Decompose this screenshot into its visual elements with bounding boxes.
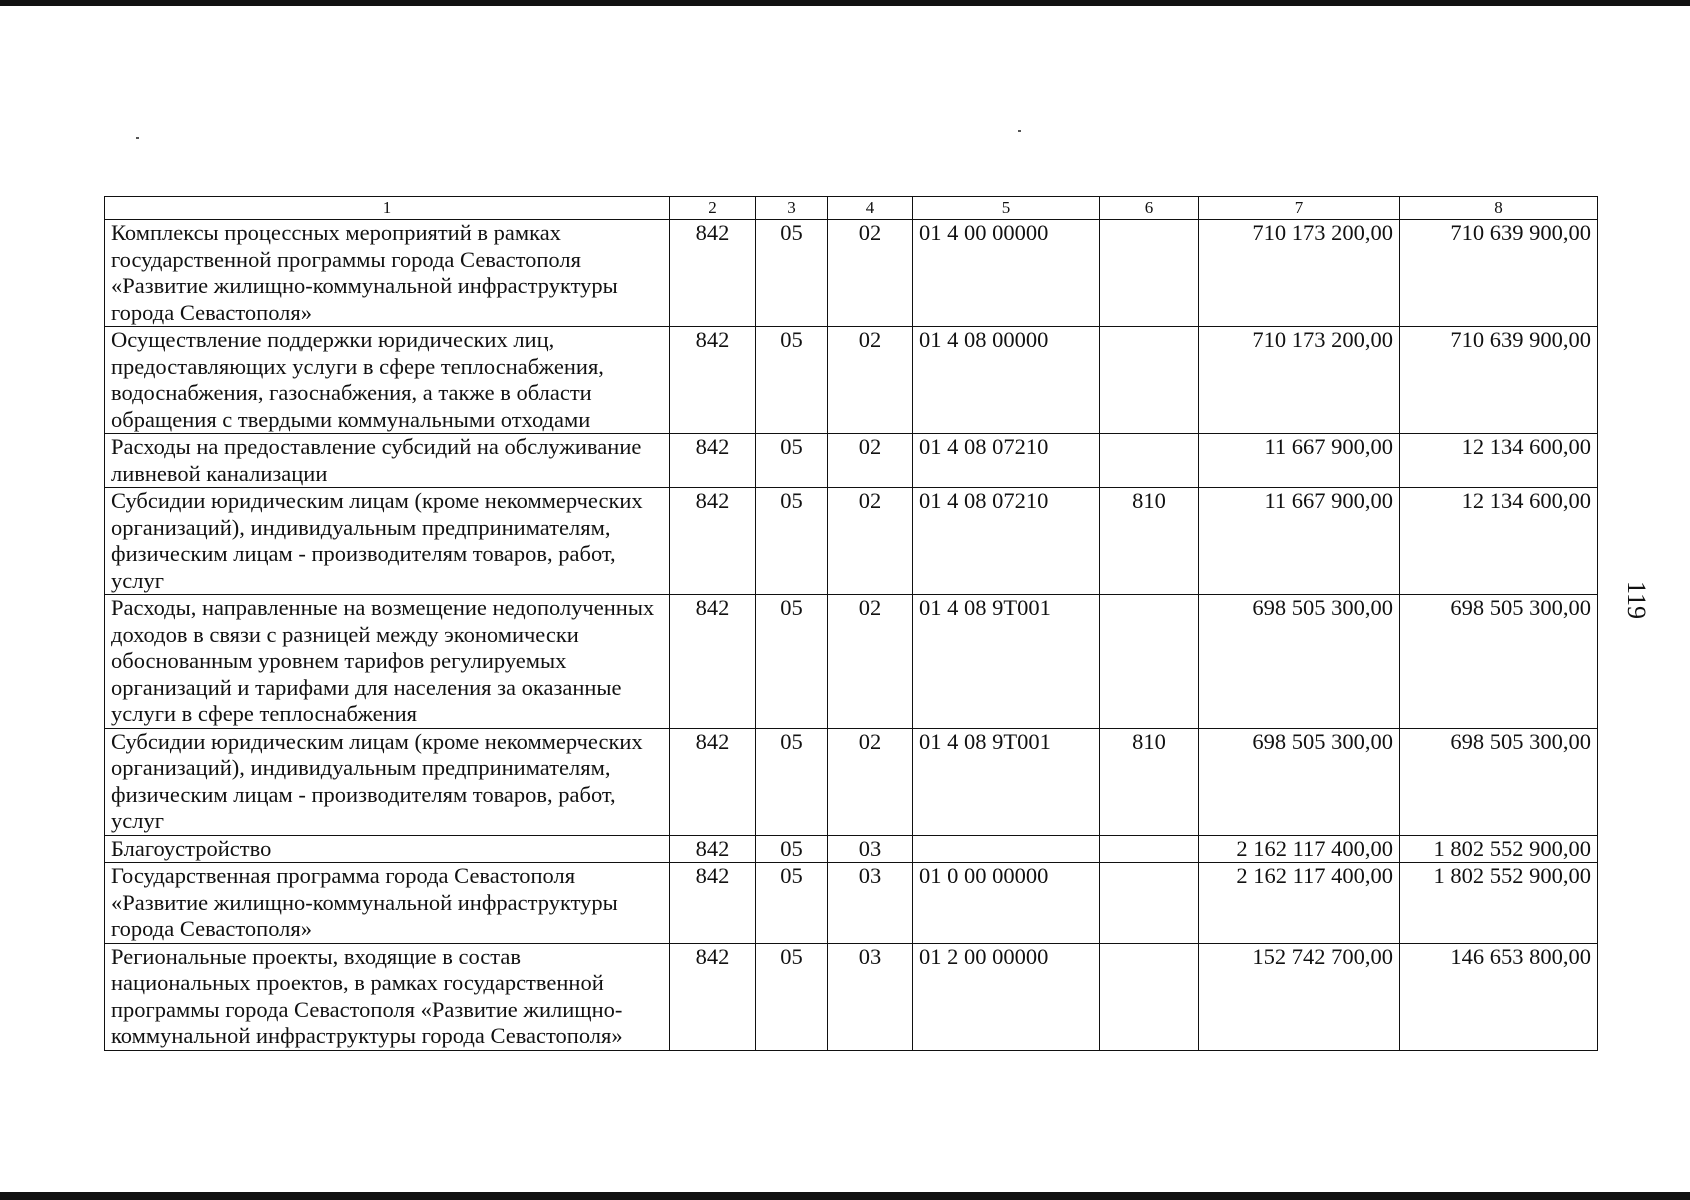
ministry-code-cell: 842 (670, 863, 756, 944)
subsection-code-cell: 02 (828, 728, 913, 835)
expense-name-cell: Осуществление поддержки юридических лиц, предоставляющих услуги в сфере теплоснабжения, водоснабжения, газоснабжения, а также в области обращения с твердыми коммунальными отходами (105, 327, 670, 434)
scan-edge-top (0, 0, 1690, 6)
section-code-cell: 05 (756, 434, 828, 488)
page-number: 119 (1622, 580, 1652, 620)
expense-type-cell (1100, 595, 1199, 729)
table-row (105, 835, 1598, 863)
target-article-cell: 01 4 00 00000 (913, 220, 1100, 327)
column-number-row (105, 197, 1598, 220)
ministry-code-cell: 842 (670, 434, 756, 488)
ministry-code-cell: 842 (670, 728, 756, 835)
amount-col7-cell: 698 505 300,00 (1199, 595, 1400, 729)
table-row (105, 434, 1598, 488)
target-article-cell: 01 4 08 9T001 (913, 595, 1100, 729)
expense-type-cell (1100, 220, 1199, 327)
amount-col8-cell: 710 639 900,00 (1400, 220, 1598, 327)
column-header: 7 (1199, 197, 1400, 220)
expense-name-cell: Региональные проекты, входящие в состав национальных проектов, в рамках государственной программы города Севастополя «Развитие жилищно-коммунальной инфраструктуры города Севастополя» (105, 943, 670, 1050)
table-row (105, 220, 1598, 327)
section-code-cell: 05 (756, 943, 828, 1050)
table-row (105, 728, 1598, 835)
section-code-cell: 05 (756, 220, 828, 327)
amount-col8-cell: 146 653 800,00 (1400, 943, 1598, 1050)
section-code-cell: 05 (756, 595, 828, 729)
table-row (105, 327, 1598, 434)
target-article-cell: 01 4 08 07210 (913, 488, 1100, 595)
column-header: 5 (913, 197, 1100, 220)
subsection-code-cell: 03 (828, 863, 913, 944)
section-code-cell: 05 (756, 835, 828, 863)
expense-type-cell (1100, 434, 1199, 488)
target-article-cell (913, 835, 1100, 863)
ministry-code-cell: 842 (670, 943, 756, 1050)
column-header: 8 (1400, 197, 1598, 220)
table-row (105, 863, 1598, 944)
ministry-code-cell: 842 (670, 488, 756, 595)
expense-name-cell: Государственная программа города Севастополя «Развитие жилищно-коммунальной инфраструктуры города Севастополя» (105, 863, 670, 944)
expense-name-cell: Благоустройство (105, 835, 670, 863)
expense-type-cell (1100, 327, 1199, 434)
target-article-cell: 01 4 08 9T001 (913, 728, 1100, 835)
column-header: 4 (828, 197, 913, 220)
amount-col8-cell: 1 802 552 900,00 (1400, 863, 1598, 944)
subsection-code-cell: 02 (828, 488, 913, 595)
amount-col8-cell: 12 134 600,00 (1400, 488, 1598, 595)
expense-type-cell (1100, 943, 1199, 1050)
subsection-code-cell: 02 (828, 220, 913, 327)
amount-col8-cell: 12 134 600,00 (1400, 434, 1598, 488)
amount-col7-cell: 2 162 117 400,00 (1199, 863, 1400, 944)
target-article-cell: 01 0 00 00000 (913, 863, 1100, 944)
table-row (105, 943, 1598, 1050)
section-code-cell: 05 (756, 863, 828, 944)
scan-speck (1018, 130, 1021, 132)
section-code-cell: 05 (756, 488, 828, 595)
amount-col8-cell: 1 802 552 900,00 (1400, 835, 1598, 863)
amount-col7-cell: 710 173 200,00 (1199, 220, 1400, 327)
expense-name-cell: Комплексы процессных мероприятий в рамках государственной программы города Севастополя «Развитие жилищно-коммунальной инфраструктуры города Севастополя» (105, 220, 670, 327)
table-row (105, 488, 1598, 595)
ministry-code-cell: 842 (670, 595, 756, 729)
target-article-cell: 01 4 08 07210 (913, 434, 1100, 488)
amount-col8-cell: 698 505 300,00 (1400, 595, 1598, 729)
amount-col7-cell: 710 173 200,00 (1199, 327, 1400, 434)
scan-speck (136, 137, 139, 139)
ministry-code-cell: 842 (670, 220, 756, 327)
ministry-code-cell: 842 (670, 327, 756, 434)
target-article-cell: 01 4 08 00000 (913, 327, 1100, 434)
subsection-code-cell: 03 (828, 943, 913, 1050)
column-header: 6 (1100, 197, 1199, 220)
budget-table (104, 196, 1598, 1051)
amount-col7-cell: 152 742 700,00 (1199, 943, 1400, 1050)
subsection-code-cell: 02 (828, 327, 913, 434)
section-code-cell: 05 (756, 728, 828, 835)
expense-type-cell: 810 (1100, 728, 1199, 835)
amount-col7-cell: 11 667 900,00 (1199, 488, 1400, 595)
amount-col7-cell: 2 162 117 400,00 (1199, 835, 1400, 863)
expense-type-cell (1100, 835, 1199, 863)
amount-col7-cell: 698 505 300,00 (1199, 728, 1400, 835)
expense-name-cell: Расходы на предоставление субсидий на обслуживание ливневой канализации (105, 434, 670, 488)
column-header: 2 (670, 197, 756, 220)
table-row (105, 595, 1598, 729)
ministry-code-cell: 842 (670, 835, 756, 863)
expense-type-cell: 810 (1100, 488, 1199, 595)
column-header: 1 (105, 197, 670, 220)
expense-name-cell: Субсидии юридическим лицам (кроме некоммерческих организаций), индивидуальным предпринимателям, физическим лицам - производителям товаров, работ, услуг (105, 728, 670, 835)
expense-type-cell (1100, 863, 1199, 944)
column-header: 3 (756, 197, 828, 220)
subsection-code-cell: 03 (828, 835, 913, 863)
amount-col8-cell: 698 505 300,00 (1400, 728, 1598, 835)
section-code-cell: 05 (756, 327, 828, 434)
scan-edge-bottom (0, 1192, 1690, 1200)
amount-col8-cell: 710 639 900,00 (1400, 327, 1598, 434)
expense-name-cell: Расходы, направленные на возмещение недополученных доходов в связи с разницей между экономически обоснованным уровнем тарифов регулируемых организаций и тарифами для населения за оказанные услуги в сфере теплоснабжения (105, 595, 670, 729)
subsection-code-cell: 02 (828, 434, 913, 488)
target-article-cell: 01 2 00 00000 (913, 943, 1100, 1050)
expense-name-cell: Субсидии юридическим лицам (кроме некоммерческих организаций), индивидуальным предпринимателям, физическим лицам - производителям товаров, работ, услуг (105, 488, 670, 595)
amount-col7-cell: 11 667 900,00 (1199, 434, 1400, 488)
subsection-code-cell: 02 (828, 595, 913, 729)
